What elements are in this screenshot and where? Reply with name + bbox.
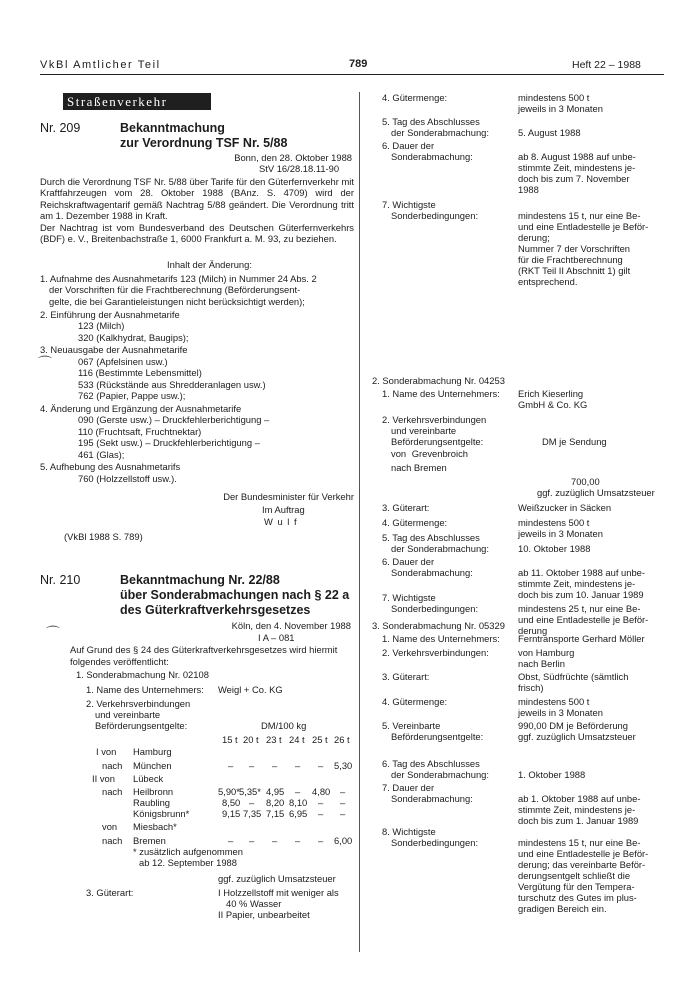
field-value: 990,00 DM je Beförderung xyxy=(518,720,628,731)
field-value: stimmte Zeit, mindestens je- xyxy=(518,804,636,815)
table-row-place: Bremen xyxy=(133,835,166,846)
list-item-line: 090 (Gerste usw.) – Druckfehlerberichtigung – xyxy=(78,414,270,426)
margin-mark-icon: ⌒ xyxy=(38,355,52,371)
field-value: doch bis zum 1. Januar 1989 xyxy=(518,815,639,826)
nr210-place-date: Köln, den 4. November 1988 xyxy=(231,620,351,631)
nr209-paragraph-2: Der Nachtrag ist vom Bundesverband des Deutschen Güterfernverkehrs (BDF) e. V., Breitenbachstraße 1, 6000 Frankfurt a. M. 93, zu beziehen. xyxy=(40,222,354,245)
margin-mark-icon: ⌒ xyxy=(46,625,60,641)
nr209-signature-order: Im Auftrag xyxy=(262,504,305,515)
list-item-line: 533 (Rückstände aus Shredderanlagen usw.) xyxy=(78,378,266,390)
field-value: nach Berlin xyxy=(518,658,565,669)
table-cell: 8,20 xyxy=(266,797,285,808)
field-label: Beförderungsentgelte: xyxy=(391,731,484,742)
table-row-place: Raubling xyxy=(133,797,171,808)
field-value: von Hamburg xyxy=(518,647,575,658)
list-item-line: 123 (Milch) xyxy=(78,320,125,332)
field-label: 8. Wichtigste xyxy=(382,826,436,837)
table-cell: 8,10 xyxy=(289,797,308,808)
table-column-header: 15 t xyxy=(222,734,238,745)
table-cell: 7,35 xyxy=(243,808,262,819)
table-cell: 9,15 xyxy=(222,808,241,819)
list-item-line: 461 (Glas); xyxy=(78,448,125,460)
table-row-place: Königsbrunn* xyxy=(133,808,190,819)
field-value: frisch) xyxy=(518,682,544,693)
nr209-signature-authority: Der Bundesminister für Verkehr xyxy=(223,491,354,502)
list-item-line: 320 (Kalkhydrat, Baugips); xyxy=(78,331,189,343)
field-label: der Sonderabmachung: xyxy=(391,769,489,780)
table-column-header: 23 t xyxy=(266,734,282,745)
table-cell: – xyxy=(249,835,255,846)
s1-name-value: Weigl + Co. KG xyxy=(218,684,283,695)
field-label: 7. Wichtigste xyxy=(382,199,436,210)
field-value: und eine Entladestelle je Beför- xyxy=(518,848,649,859)
s2-name-value-1: Erich Kieserling xyxy=(518,388,584,399)
s1-heading: 1. Sonderabmachung Nr. 02108 xyxy=(76,669,209,680)
nr210-title-2: über Sonderabmachungen nach § 22 a xyxy=(120,588,350,602)
field-label: der Sonderabmachung: xyxy=(391,127,489,138)
header-left: VkBl Amtlicher Teil xyxy=(40,59,161,71)
field-value: ggf. zuzüglich Umsatzsteuer xyxy=(518,731,636,742)
list-item-line: 760 (Holzzellstoff usw.). xyxy=(78,472,177,484)
field-label: 7. Wichtigste xyxy=(382,592,436,603)
field-value: derung; das vereinbarte Beför- xyxy=(518,859,646,870)
s1-name-label: 1. Name des Unternehmers: xyxy=(86,684,204,695)
list-item: 1. Aufnahme des Ausnahmetarifs 123 (Milch) in Nummer 24 Abs. 2 xyxy=(40,273,317,284)
field-value: Ferntransporte Gerhard Möller xyxy=(518,633,645,644)
table-column-header: 20 t xyxy=(243,734,259,745)
table-cell: 8,50 xyxy=(222,797,241,808)
field-label: 6. Tag des Abschlusses xyxy=(382,758,480,769)
field-value: mindestens 15 t, nur eine Be- xyxy=(518,837,641,848)
field-label: 4. Gütermenge: xyxy=(382,696,448,707)
field-value: stimmte Zeit, mindestens je- xyxy=(518,578,636,589)
table-cell: – xyxy=(272,760,278,771)
field-value: mindestens 500 t xyxy=(518,92,590,103)
list-item-line: 195 (Sekt usw.) – Druckfehlerberichtigung – xyxy=(78,437,260,449)
field-value: (RKT Teil II Abschnitt 1) gilt xyxy=(518,265,631,276)
field-value: Weißzucker in Säcken xyxy=(518,502,612,513)
table-cell: – xyxy=(249,797,255,808)
list-item-line: der Vorschriften für die Frachtberechnung (Beförderungsent- xyxy=(49,284,301,296)
table-cell: – xyxy=(295,760,301,771)
column-divider xyxy=(359,92,360,952)
table-cell: – xyxy=(249,760,255,771)
field-label: 7. Dauer der xyxy=(382,782,435,793)
field-label: 6. Dauer der xyxy=(382,140,435,151)
table-row-direction: I von xyxy=(96,746,117,757)
field-value: Obst, Südfrüchte (sämtlich xyxy=(518,671,629,682)
table-cell: – xyxy=(318,760,324,771)
nr210-intro-line-2: folgendes veröffentlicht: xyxy=(70,656,169,667)
table-cell: 4,80 xyxy=(312,786,331,797)
table-row-direction: nach xyxy=(102,760,123,771)
field-value: derungsentgelt schließt die xyxy=(518,870,631,881)
table-row-place: Heilbronn xyxy=(133,786,174,797)
header-rule xyxy=(40,74,664,75)
field-label: 4. Gütermenge: xyxy=(382,517,448,528)
nr210-title-1: Bekanntmachung Nr. 22/88 xyxy=(120,573,280,587)
field-label: 1. Name des Unternehmers: xyxy=(382,633,500,644)
table-row-direction: von xyxy=(102,821,118,832)
field-label: Sonderabmachung: xyxy=(391,793,473,804)
s1-gut-label: 3. Güterart: xyxy=(86,887,134,898)
nr210-intro-line-1: Auf Grund des § 24 des Güterkraftverkehrsgesetzes wird hiermit xyxy=(70,644,338,655)
s2-heading: 2. Sonderabmachung Nr. 04253 xyxy=(372,375,505,386)
field-value: 1. Oktober 1988 xyxy=(518,769,586,780)
nr209-title-1: Bekanntmachung xyxy=(120,121,225,135)
field-label: 5. Tag des Abschlusses xyxy=(382,116,480,127)
list-item-line: gelte, die bei Garantieleistungen nicht berücksichtigt werden); xyxy=(49,295,305,307)
table-cell: – xyxy=(228,760,234,771)
field-value: stimmte Zeit, mindestens je- xyxy=(518,162,636,173)
s2-verk-label-2: und vereinbarte xyxy=(391,425,457,436)
table-cell: – xyxy=(318,797,324,808)
nr209-signature-name: W u l f xyxy=(264,516,298,527)
list-item: 4. Änderung und Ergänzung der Ausnahmetarife xyxy=(40,402,242,414)
field-value: derung xyxy=(518,625,548,636)
s2-nach: nach Bremen xyxy=(391,462,447,473)
s1-tax: ggf. zuzüglich Umsatzsteuer xyxy=(218,873,336,884)
table-cell: – xyxy=(318,808,324,819)
s1-verk-label-1: 2. Verkehrsverbindungen xyxy=(86,698,191,709)
table-cell: – xyxy=(340,786,346,797)
field-label: 2. Verkehrsverbindungen: xyxy=(382,647,489,658)
table-cell: – xyxy=(340,808,346,819)
table-cell: 6,00 xyxy=(334,835,353,846)
header-right: Heft 22 – 1988 xyxy=(572,59,641,71)
table-cell: 6,95 xyxy=(289,808,308,819)
field-label: Sonderbedingungen: xyxy=(391,210,479,221)
s1-note-1: * zusätzlich aufgenommen xyxy=(133,846,243,857)
nr209-title-2: zur Verordnung TSF Nr. 5/88 xyxy=(120,136,288,150)
field-value: doch bis zum 10. Januar 1989 xyxy=(518,589,644,600)
nr209-content-heading: Inhalt der Änderung: xyxy=(167,259,252,270)
table-cell: – xyxy=(318,835,324,846)
nr209-reference: StV 16/28.18.11-90 xyxy=(259,163,340,174)
field-value: ab 1. Oktober 1988 auf unbe- xyxy=(518,793,641,804)
field-label: 3. Güterart: xyxy=(382,502,430,513)
nr210-number: Nr. 210 xyxy=(40,573,81,587)
s2-von: von Grevenbroich xyxy=(391,448,468,459)
table-cell: – xyxy=(228,835,234,846)
field-value: Vergütung für den Tempera- xyxy=(518,881,635,892)
field-label: der Sonderabmachung: xyxy=(391,543,489,554)
field-value: ab 11. Oktober 1988 auf unbe- xyxy=(518,567,646,578)
field-label: Sonderbedingungen: xyxy=(391,837,479,848)
s1-verk-label-2: und vereinbarte xyxy=(95,709,161,720)
field-value: jeweils in 3 Monaten xyxy=(518,103,603,114)
list-item-line: 116 (Bestimmte Lebensmittel) xyxy=(78,367,202,379)
field-value: 10. Oktober 1988 xyxy=(518,543,591,554)
s2-price: 700,00 xyxy=(571,476,600,487)
table-column-header: 26 t xyxy=(334,734,350,745)
section-title: Straßenverkehr xyxy=(63,93,211,110)
field-value: und eine Entladestelle je Beför- xyxy=(518,614,649,625)
table-row-place: Hamburg xyxy=(133,746,172,757)
field-value: doch bis zum 7. November xyxy=(518,173,630,184)
table-row-place: München xyxy=(133,760,172,771)
table-row-place: Lübeck xyxy=(133,773,164,784)
field-value: 5. August 1988 xyxy=(518,127,581,138)
s1-gut-value-2: 40 % Wasser xyxy=(226,898,282,909)
nr209-paragraph-1: Durch die Verordnung TSF Nr. 5/88 über Tarife für den Güterfernverkehr mit Kraftfahrzeugen vom 28. Oktober 1988 (BAnz. S. 4709) wird der Reichskraftwagentarif gemäß Nachtrag 5/88 geändert. Die Verordnung tritt am 1. Dezember 1988 in Kraft. xyxy=(40,176,354,222)
page-number: 789 xyxy=(349,58,368,70)
field-value: derung; xyxy=(518,232,550,243)
field-value: für die Frachtberechnung xyxy=(518,254,623,265)
s2-unit: DM je Sendung xyxy=(542,436,607,447)
field-value: jeweils in 3 Monaten xyxy=(518,707,603,718)
s2-verk-label-1: 2. Verkehrsverbindungen xyxy=(382,414,487,425)
s2-name-value-2: GmbH & Co. KG xyxy=(518,399,588,410)
field-value: ab 8. August 1988 auf unbe- xyxy=(518,151,636,162)
s3-heading: 3. Sonderabmachung Nr. 05329 xyxy=(372,620,505,631)
table-cell: 5,35* xyxy=(239,786,261,797)
table-row-direction: II von xyxy=(92,773,115,784)
list-item: 5. Aufhebung des Ausnahmetarifs xyxy=(40,461,181,473)
field-value: entsprechend. xyxy=(518,276,578,287)
table-column-header: 24 t xyxy=(289,734,305,745)
field-label: Sonderabmachung: xyxy=(391,567,473,578)
s1-gut-value-3: II Papier, unbearbeitet xyxy=(218,909,310,920)
s2-verk-label-3: Beförderungsentgelte: xyxy=(391,436,484,447)
list-item: 2. Einführung der Ausnahmetarife xyxy=(40,308,180,320)
field-value: mindestens 500 t xyxy=(518,517,590,528)
table-row-direction: nach xyxy=(102,835,123,846)
list-item-line: 762 (Papier, Pappe usw.); xyxy=(78,390,186,401)
field-value: Nummer 7 der Vorschriften xyxy=(518,243,631,254)
nr209-place-date: Bonn, den 28. Oktober 1988 xyxy=(234,152,352,163)
s1-gut-value-1: I Holzzellstoff mit weniger als xyxy=(218,887,339,898)
s2-name-label: 1. Name des Unternehmers: xyxy=(382,388,500,399)
field-value: mindestens 25 t, nur eine Be- xyxy=(518,603,641,614)
table-cell: 5,30 xyxy=(334,760,353,771)
table-cell: – xyxy=(272,835,278,846)
field-value: turschutz des Gutes im plus- xyxy=(518,892,637,903)
table-cell: – xyxy=(295,786,301,797)
field-label: 5. Vereinbarte xyxy=(382,720,441,731)
nr209-number: Nr. 209 xyxy=(40,121,81,135)
field-value: gradigen Bereich ein. xyxy=(518,903,607,914)
table-cell: – xyxy=(340,797,346,808)
nr210-title-3: des Güterkraftverkehrsgesetzes xyxy=(120,603,311,617)
field-value: mindestens 500 t xyxy=(518,696,590,707)
list-item-line: 067 (Apfelsinen usw.) xyxy=(78,355,168,367)
field-label: 4. Gütermenge: xyxy=(382,92,448,103)
field-label: Sonderbedingungen: xyxy=(391,603,479,614)
table-row-place: Miesbach* xyxy=(133,821,177,832)
table-cell: 4,95 xyxy=(266,786,285,797)
table-column-header: 25 t xyxy=(312,734,328,745)
field-label: 5. Tag des Abschlusses xyxy=(382,532,480,543)
nr209-source: (VkBl 1988 S. 789) xyxy=(64,531,143,542)
s1-verk-label-3: Beförderungsentgelte: xyxy=(95,720,188,731)
field-value: jeweils in 3 Monaten xyxy=(518,528,603,539)
field-value: und eine Entladestelle je Beför- xyxy=(518,221,649,232)
table-cell: 5,90* xyxy=(218,786,240,797)
table-row-direction: nach xyxy=(102,786,123,797)
field-value: mindestens 15 t, nur eine Be- xyxy=(518,210,641,221)
field-value: 1988 xyxy=(518,184,539,195)
s1-unit: DM/100 kg xyxy=(261,720,307,731)
s1-note-2: ab 12. September 1988 xyxy=(139,857,237,868)
s2-tax: ggf. zuzüglich Umsatzsteuer xyxy=(537,487,655,498)
field-label: 3. Güterart: xyxy=(382,671,430,682)
field-label: Sonderabmachung: xyxy=(391,151,473,162)
table-cell: – xyxy=(295,835,301,846)
nr210-reference: I A – 081 xyxy=(258,632,295,643)
list-item-line: 110 (Fruchtsaft, Fruchtnektar) xyxy=(78,425,202,437)
list-item: 3. Neuausgabe der Ausnahmetarife xyxy=(40,344,188,356)
field-label: 6. Dauer der xyxy=(382,556,435,567)
table-cell: 7,15 xyxy=(266,808,285,819)
